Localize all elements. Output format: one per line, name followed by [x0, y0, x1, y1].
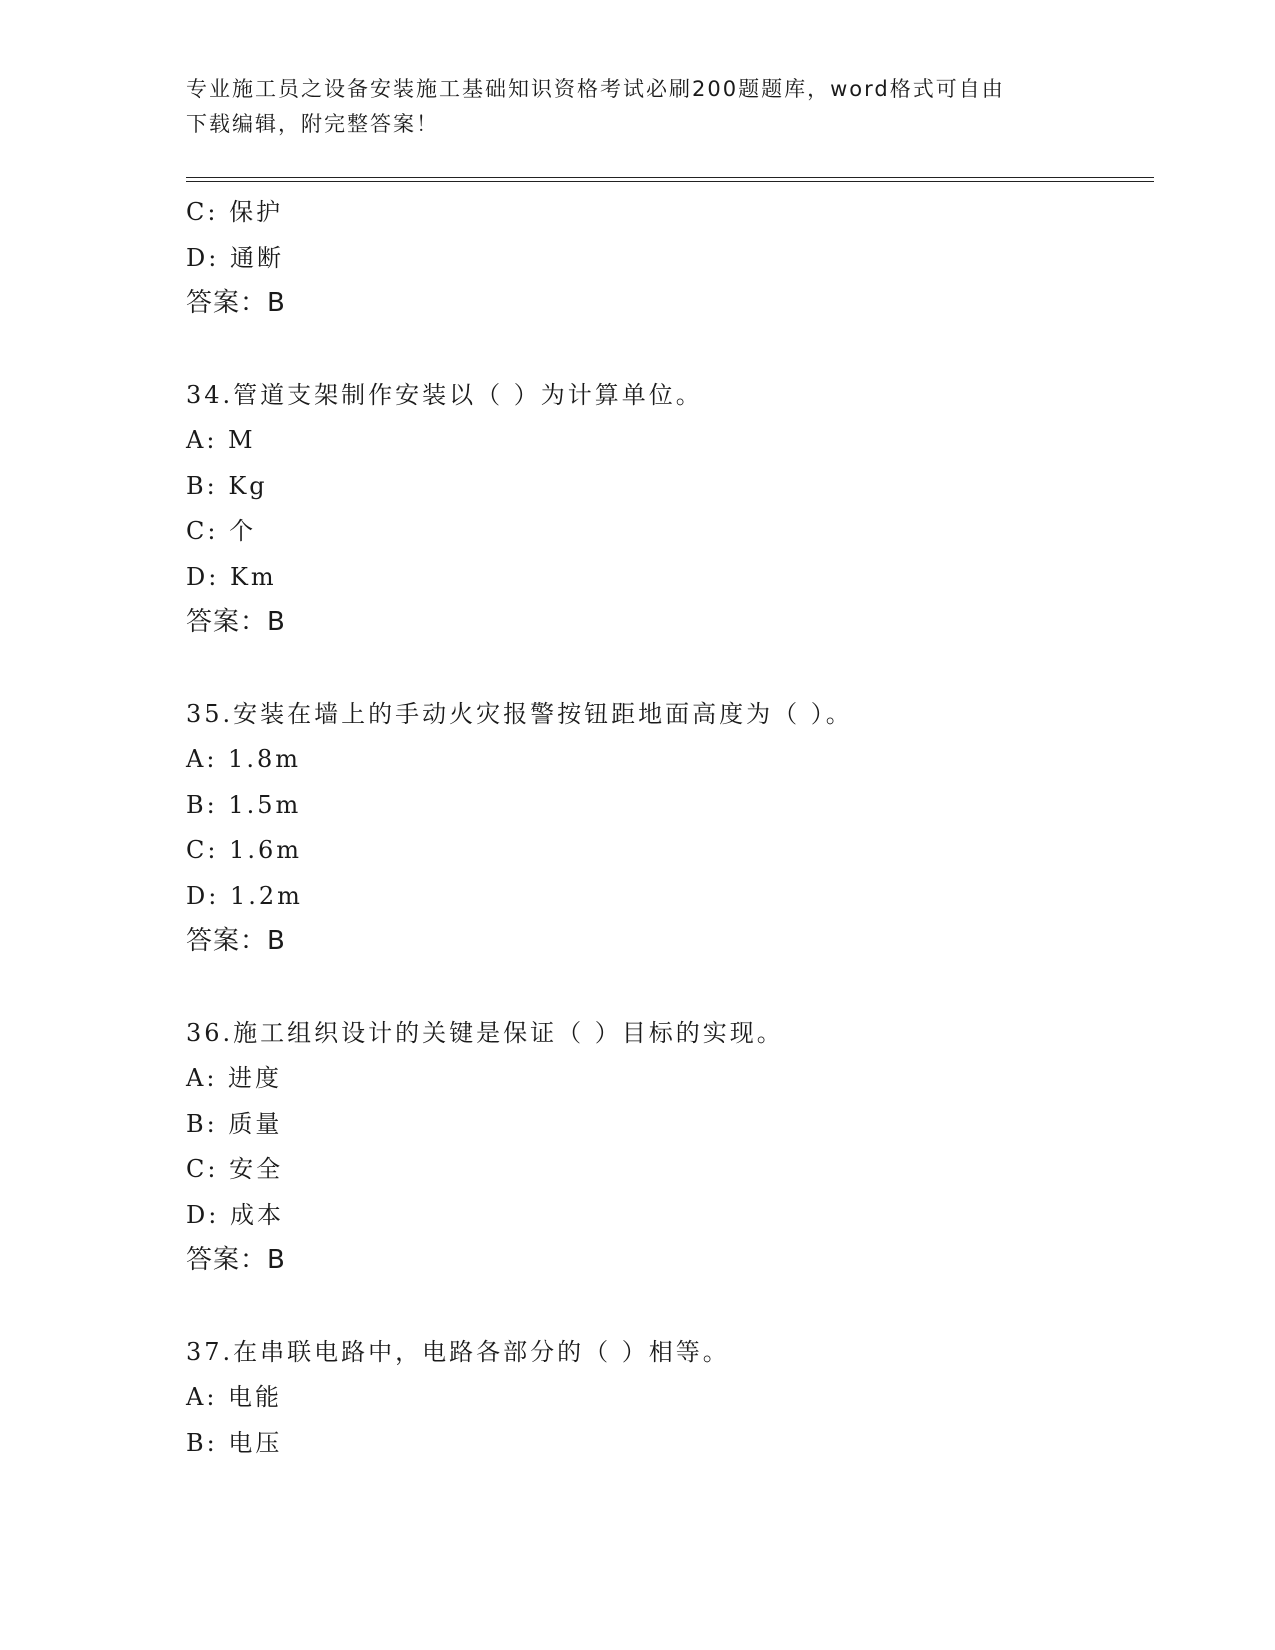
- question-stem: 37.在串联电路中，电路各部分的（ ）相等。: [186, 1337, 730, 1366]
- document-header: [186, 72, 1086, 142]
- option-c: C: 个: [186, 517, 257, 545]
- option-d: D: 通断: [186, 243, 284, 272]
- question-35: [186, 692, 1154, 965]
- question-33-continued: [186, 190, 1154, 327]
- option-a: A: 1.8m: [186, 745, 301, 773]
- question-37: [186, 1330, 1154, 1467]
- option-a: A: M: [186, 426, 256, 454]
- option-a: A: 进度: [186, 1064, 283, 1092]
- header-double-rule: [186, 177, 1154, 182]
- option-c: C: 1.6m: [186, 836, 303, 864]
- option-c: C: 保护: [186, 198, 284, 226]
- question-36: [186, 1011, 1154, 1284]
- header-title-line-2: 下载编辑，附完整答案！: [186, 112, 439, 136]
- option-a: A: 电能: [186, 1383, 283, 1411]
- header-title-line-1: 专业施工员之设备安装施工基础知识资格考试必刷200题题库，word格式可自由: [186, 77, 1005, 101]
- question-stem: 34.管道支架制作安装以（ ）为计算单位。: [186, 380, 703, 409]
- question-stem: 36.施工组织设计的关键是保证（ ）目标的实现。: [186, 1018, 784, 1047]
- option-d: D: 成本: [186, 1200, 284, 1229]
- question-list: [186, 190, 1154, 1466]
- question-34: [186, 373, 1154, 646]
- option-b: B: 质量: [186, 1109, 283, 1138]
- question-stem: 35.安装在墙上的手动火灾报警按钮距地面高度为（ ）。: [186, 699, 853, 728]
- option-c: C: 安全: [186, 1155, 284, 1183]
- answer: 答案：B: [186, 1245, 286, 1275]
- option-b: B: 电压: [186, 1428, 283, 1457]
- option-d: D: Km: [186, 562, 277, 591]
- answer: 答案：B: [186, 288, 286, 318]
- option-b: B: 1.5m: [186, 790, 302, 819]
- option-b: B: Kg: [186, 471, 268, 500]
- answer: 答案：B: [186, 926, 286, 956]
- option-d: D: 1.2m: [186, 881, 303, 910]
- answer: 答案：B: [186, 607, 286, 637]
